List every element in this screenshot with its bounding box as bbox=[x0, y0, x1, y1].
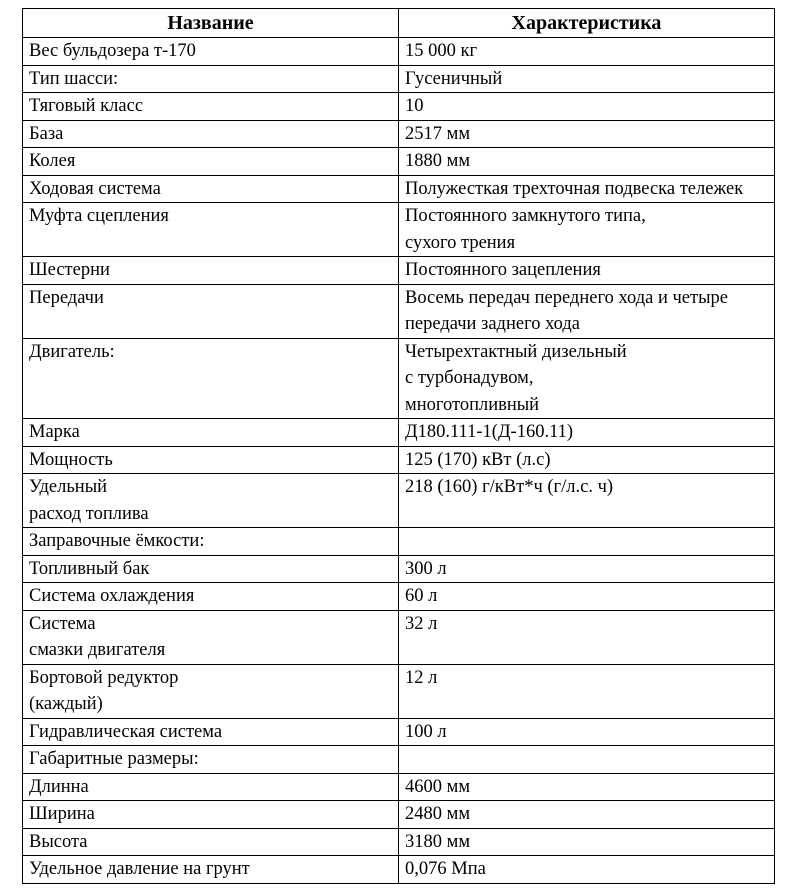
table-row bbox=[23, 120, 775, 148]
row-value: 60 л bbox=[399, 583, 775, 611]
column-header-characteristic: Характеристика bbox=[399, 9, 775, 38]
table-row bbox=[23, 583, 775, 611]
table-row bbox=[23, 446, 775, 474]
table-row bbox=[23, 203, 775, 257]
table-row bbox=[23, 856, 775, 884]
row-value: 300 л bbox=[399, 555, 775, 583]
row-name: Удельное давление на грунт bbox=[23, 856, 399, 884]
row-value: Четырехтактный дизельный с турбонадувом, многотопливный bbox=[399, 338, 775, 419]
table-row bbox=[23, 65, 775, 93]
row-value: Постоянного зацепления bbox=[399, 257, 775, 285]
row-value: 32 л bbox=[399, 610, 775, 664]
table-row bbox=[23, 93, 775, 121]
row-name: Двигатель: bbox=[23, 338, 399, 419]
row-name: Передачи bbox=[23, 284, 399, 338]
row-value: 2517 мм bbox=[399, 120, 775, 148]
row-value: 100 л bbox=[399, 718, 775, 746]
row-value: Д180.111-1(Д-160.11) bbox=[399, 419, 775, 447]
row-name: Заправочные ёмкости: bbox=[23, 528, 399, 556]
row-name: База bbox=[23, 120, 399, 148]
row-name: Система охлаждения bbox=[23, 583, 399, 611]
row-value bbox=[399, 746, 775, 774]
row-name: Топливный бак bbox=[23, 555, 399, 583]
table-row bbox=[23, 746, 775, 774]
row-value: 2480 мм bbox=[399, 801, 775, 829]
table-row bbox=[23, 419, 775, 447]
table-row bbox=[23, 664, 775, 718]
row-name: Ходовая система bbox=[23, 175, 399, 203]
row-value: Гусеничный bbox=[399, 65, 775, 93]
table-row bbox=[23, 148, 775, 176]
row-value: 0,076 Мпа bbox=[399, 856, 775, 884]
row-value bbox=[399, 528, 775, 556]
row-value: 1880 мм bbox=[399, 148, 775, 176]
table-row bbox=[23, 828, 775, 856]
table-row bbox=[23, 474, 775, 528]
table-row bbox=[23, 528, 775, 556]
table-row bbox=[23, 38, 775, 66]
row-value: 3180 мм bbox=[399, 828, 775, 856]
table-row bbox=[23, 284, 775, 338]
row-value: 4600 мм bbox=[399, 773, 775, 801]
row-name: Гидравлическая система bbox=[23, 718, 399, 746]
row-name: Удельный расход топлива bbox=[23, 474, 399, 528]
specifications-table bbox=[22, 8, 775, 884]
table-row bbox=[23, 338, 775, 419]
row-value: 12 л bbox=[399, 664, 775, 718]
row-value: Восемь передач переднего хода и четыре передачи заднего хода bbox=[399, 284, 775, 338]
table-header-row bbox=[23, 9, 775, 38]
row-value: Полужесткая трехточная подвеска тележек bbox=[399, 175, 775, 203]
row-name: Тип шасси: bbox=[23, 65, 399, 93]
row-name: Длинна bbox=[23, 773, 399, 801]
row-name: Вес бульдозера т-170 bbox=[23, 38, 399, 66]
row-value: 15 000 кг bbox=[399, 38, 775, 66]
row-name: Шестерни bbox=[23, 257, 399, 285]
row-name: Марка bbox=[23, 419, 399, 447]
row-value: 125 (170) кВт (л.с) bbox=[399, 446, 775, 474]
row-name: Ширина bbox=[23, 801, 399, 829]
row-name: Система смазки двигателя bbox=[23, 610, 399, 664]
row-name: Мощность bbox=[23, 446, 399, 474]
row-name: Муфта сцепления bbox=[23, 203, 399, 257]
column-header-name: Название bbox=[23, 9, 399, 38]
row-value: 10 bbox=[399, 93, 775, 121]
table-row bbox=[23, 555, 775, 583]
row-value: 218 (160) г/кВт*ч (г/л.с. ч) bbox=[399, 474, 775, 528]
table-row bbox=[23, 175, 775, 203]
row-name: Габаритные размеры: bbox=[23, 746, 399, 774]
table-row bbox=[23, 718, 775, 746]
row-name: Тяговый класс bbox=[23, 93, 399, 121]
row-name: Высота bbox=[23, 828, 399, 856]
table-row bbox=[23, 801, 775, 829]
row-value: Постоянного замкнутого типа, сухого трения bbox=[399, 203, 775, 257]
row-name: Бортовой редуктор (каждый) bbox=[23, 664, 399, 718]
table-row bbox=[23, 257, 775, 285]
table-row bbox=[23, 610, 775, 664]
table-row bbox=[23, 773, 775, 801]
row-name: Колея bbox=[23, 148, 399, 176]
